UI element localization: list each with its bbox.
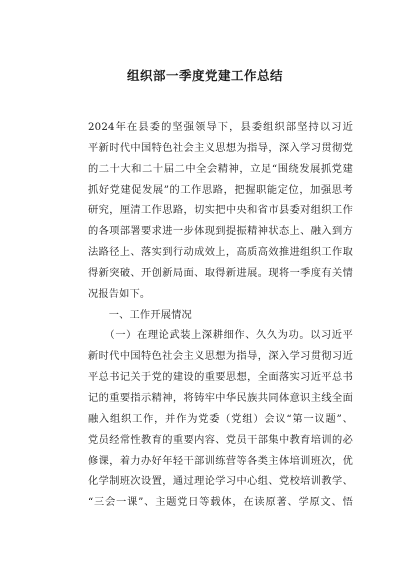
body-text-line: 化学制班次设置，通过理论学习中心组、党校培训教学、	[88, 476, 353, 488]
body-text-line: 研究，厘清工作思路，切实把中央和省市县委对组织工作	[88, 205, 353, 217]
body-text-line: 一、工作开展情况	[88, 309, 192, 321]
body-text-line: 融入组织工作，并作为党委（党组）会议“第一议题”、	[88, 413, 353, 425]
body-text-line: 修课，着力办好年轻干部训练营等各类主体培训班次，优	[88, 455, 353, 467]
body-text-line: 抓好党建促发展”的工作思路，把握职能定位，加强思考	[88, 184, 353, 196]
body-text-line: 平新时代中国特色社会主义思想为指导，深入学习贯彻党	[88, 142, 353, 154]
body-text-line: 法路径上、落实到行动成效上，高质高效推进组织工作取	[88, 247, 353, 259]
body-text-line: 得新突破、开创新局面、取得新进展。现将一季度有关情	[88, 267, 353, 279]
body-text-line: 况报告如下。	[88, 288, 151, 300]
document-title: 组织部一季度党建工作总结	[126, 68, 283, 83]
body-text-line: 2024年在县委的坚强领导下，县委组织部坚持以习近	[88, 122, 353, 133]
body-text-line: 的二十大和二十届二中全会精神，立足“围绕发展抓党建	[88, 163, 353, 175]
body-text-line: 记的重要指示精神，将铸牢中华民族共同体意识主线全面	[88, 392, 353, 404]
body-text-line: “三会一课”、主题党日等载体，在读原著、学原文、悟	[88, 497, 353, 509]
body-text-line: （一）在理论武装上深耕细作、久久为功。以习近平	[88, 330, 353, 342]
body-text-line: 党员经常性教育的重要内容、党员干部集中教育培训的必	[88, 434, 353, 446]
body-text-line: 的各项部署要求进一步体现到提振精神状态上、融入到方	[88, 226, 353, 238]
body-text-line: 平总书记关于党的建设的重要思想，全面落实习近平总书	[88, 372, 353, 384]
body-text-line: 新时代中国特色社会主义思想为指导，深入学习贯彻习近	[88, 351, 353, 363]
document-body	[88, 118, 353, 514]
